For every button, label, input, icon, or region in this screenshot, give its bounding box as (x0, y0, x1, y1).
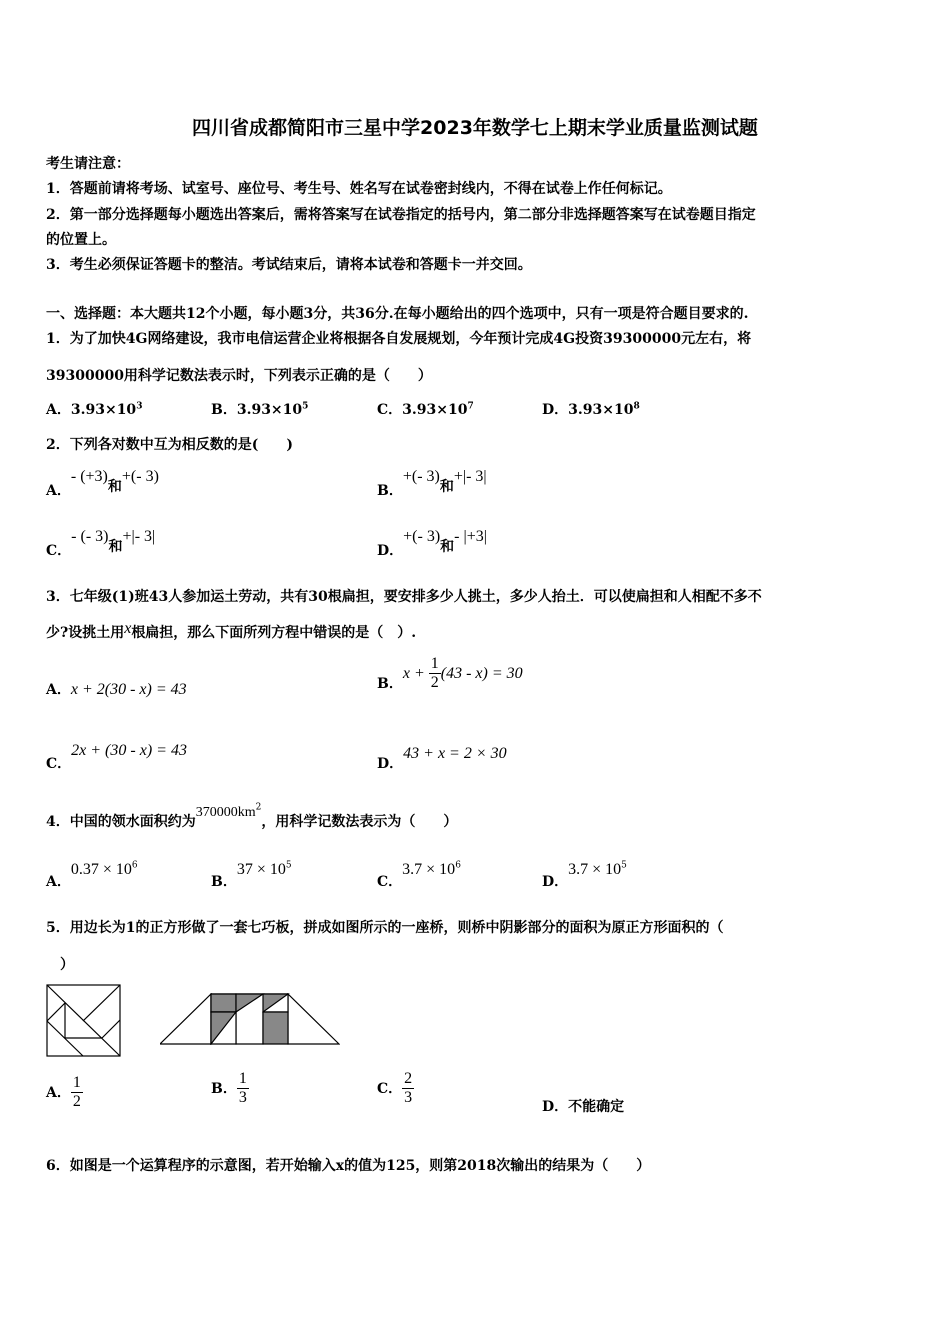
q4-option-d[interactable]: D．$3.7 \times 10^5$ (542, 860, 627, 890)
fraction: $\frac{1}{3}$ (238, 1070, 247, 1106)
fraction: $\frac{1}{2}$ (430, 655, 439, 691)
notice-item-2: 2．第一部分选择题每小题选出答案后，需将答案写在试卷指定的括号内，第二部分非选择题答案写在试卷题目指定 (46, 207, 756, 223)
fraction: $\frac{1}{2}$ (72, 1074, 81, 1110)
section-heading: 一、选择题：本大题共12个小题，每小题3分，共36分.在每小题给出的四个选项中，只有一项是符合题目要求的. (46, 306, 749, 322)
q1-option-b[interactable]: B．$3.93\times 10^5$ (211, 401, 309, 418)
q1-option-a[interactable]: A．$3.93\times 10^3$ (46, 401, 143, 418)
q3-option-a[interactable]: A．x + 2(30 - x) = 43 (46, 681, 187, 698)
q5-stem-line1: 5．用边长为1的正方形做了一套七巧板，拼成如图所示的一座桥，则桥中阴影部分的面积为原正方形面积的（ (46, 920, 724, 936)
notice-item-1: 1．答题前请将考场、试室号、座位号、考生号、姓名写在试卷密封线内，不得在试卷上作任何标记。 (46, 181, 672, 197)
q3-stem-line2: 少?设挑土用x根扁担，那么下面所列方程中错误的是（ ）. (46, 620, 417, 641)
q3-stem-line1: 3．七年级(1)班43人参加运土劳动，共有30根扁担，要安排多少人挑土，多少人抬土．可以使扁担和人相配不多不 (46, 589, 762, 605)
notice-item-3: 3．考生必须保证答题卡的整洁。考试结束后，请将本试卷和答题卡一并交回。 (46, 257, 532, 273)
q4-option-b[interactable]: B．$37 \times 10^5$ (211, 860, 292, 890)
q4-stem: 4．中国的领水面积约为$370000km^2$，用科学记数法表示为（ ） (46, 802, 458, 830)
q5-option-a[interactable]: A． $\frac{1}{2}$ (46, 1074, 81, 1110)
notice-heading: 考生请注意： (46, 156, 130, 172)
q3-option-b[interactable]: B．x + $\frac{1}{2}$ (43 - x) = 30 (377, 655, 523, 692)
q4-option-a[interactable]: A．$0.37 \times 10^6$ (46, 860, 138, 890)
q5-option-c[interactable]: C． $\frac{2}{3}$ (377, 1070, 413, 1106)
q2-option-c[interactable]: C．- (- 3)和+|- 3| (46, 528, 156, 559)
q2-option-a[interactable]: A．- (+3)和+(- 3) (46, 468, 159, 499)
q6-stem: 6．如图是一个运算程序的示意图，若开始输入x的值为125，则第2018次输出的结果为（ ） (46, 1158, 651, 1174)
q2-option-d[interactable]: D．+(- 3)和- |+3| (377, 528, 487, 559)
q1-option-c[interactable]: C．$3.93\times 10^7$ (377, 401, 474, 418)
notice-item-2-cont: 的位置上。 (46, 232, 116, 248)
q3-option-c[interactable]: C．2x + (30 - x) = 43 (46, 742, 187, 772)
q5-option-d[interactable]: D．不能确定 (542, 1099, 625, 1115)
q4-option-c[interactable]: C．$3.7 \times 10^6$ (377, 860, 461, 890)
q5-option-b[interactable]: B． $\frac{1}{3}$ (211, 1070, 247, 1106)
q3-option-d[interactable]: D．43 + x = 2 × 30 (377, 745, 507, 772)
q1-option-d[interactable]: D．$3.93\times 10^8$ (542, 401, 640, 418)
tangram-square-figure (46, 984, 122, 1058)
fraction: $\frac{2}{3}$ (404, 1070, 413, 1106)
q1-stem-line1: 1．为了加快4G网络建设，我市电信运营企业将根据各自发展规划，今年预计完成4G投资39300000元左右，将 (46, 331, 752, 347)
q1-stem-line2: 39300000用科学记数法表示时，下列表示正确的是（ ） (46, 368, 432, 384)
tangram-bridge-figure (160, 993, 340, 1045)
q2-option-b[interactable]: B．+(- 3)和+|- 3| (377, 468, 487, 499)
q2-stem: 2．下列各对数中互为相反数的是( ) (46, 437, 293, 453)
page-title: 四川省成都简阳市三星中学2023年数学七上期末学业质量监测试题 (192, 117, 758, 139)
q5-stem-line2: ） (60, 957, 74, 973)
